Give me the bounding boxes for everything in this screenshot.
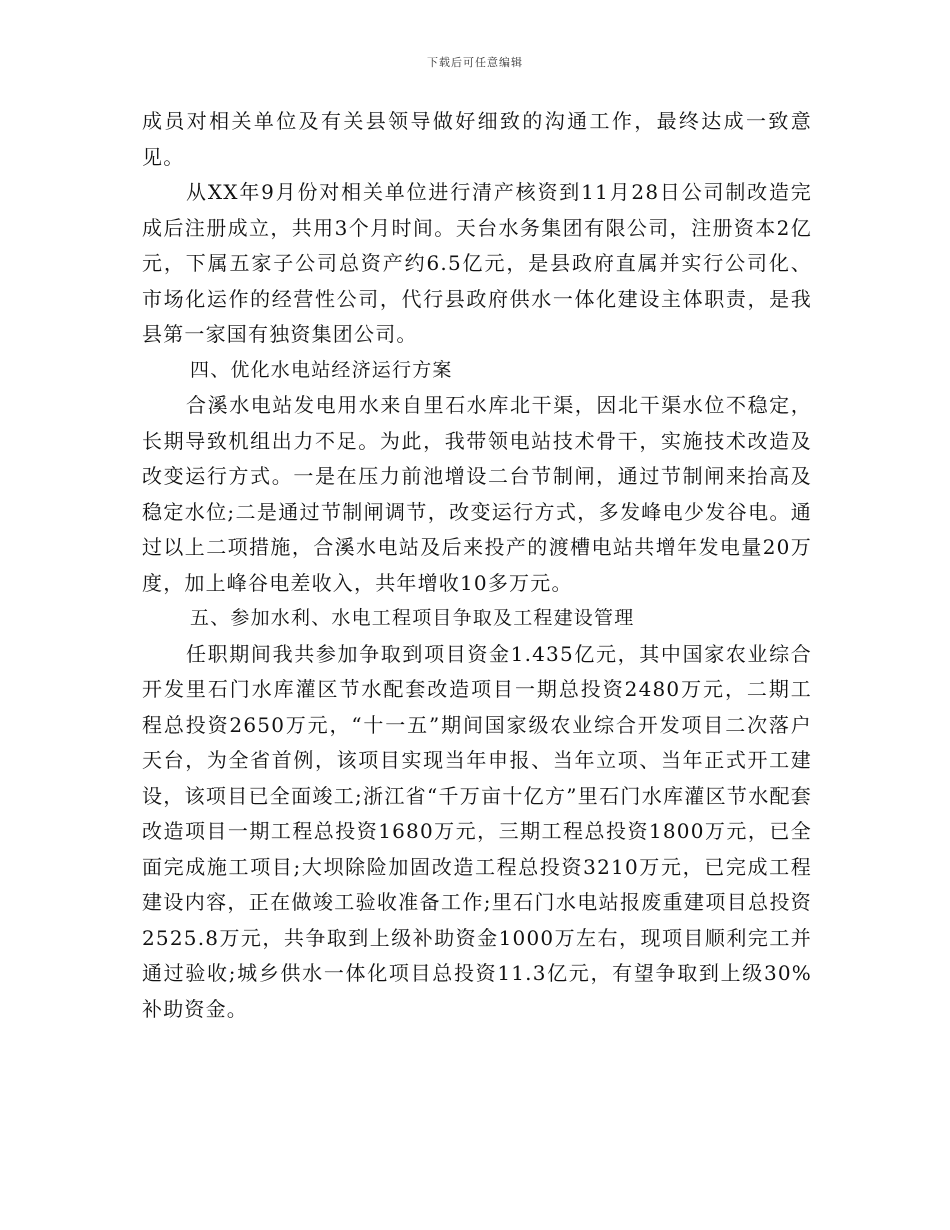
page-header: 下载后可任意编辑 bbox=[427, 56, 523, 69]
section-heading-4: 四、优化水电站经济运行方案 bbox=[190, 358, 453, 381]
section-heading-5: 五、参加水利、水电工程项目争取及工程建设管理 bbox=[190, 607, 635, 629]
paragraph-project-funding: 任职期间我共参加争取到项目资金1.435亿元，其中国家农业综合开发里石门水库灌区节水配套改造项目一期总投资2480万元，二期工程总投资2650万元，“十一五”期间国家级农业综合开发项目二次落户天台，为全省首例，该项目实现当年申报、当年立项、当年正式开工建设，该项目已全面竣工;浙江省“千万亩十亿方”里石门水库灌区节水配套改造项目一期工程总投资1680万元，三期工程总投资1800万元，已全面完成施工项目;大坝除险加固改造工程总投资3210万元，已完成工程建设内容，正在做竣工验收准备工作;里石门水电站报废重建项目总投资2525.8万元，共争取到上级补助资金1000万左右，现项目顺利完工并通过验收;城乡供水一体化项目总投资11.3亿元，有望争取到上级30%补助资金。 bbox=[142, 641, 812, 1021]
paragraph-company-registration: 从XX年9月份对相关单位进行清产核资到11月28日公司制改造完成后注册成立，共用3个月时间。天台水务集团有限公司，注册资本2亿元，下属五家子公司总资产约6.5亿元，是县政府直属并实行公司化、市场化运作的经营性公司，代行县政府供水一体化建设主体职责，是我县第一家国有独资集团公司。 bbox=[142, 180, 812, 346]
paragraph-continuation: 成员对相关单位及有关县领导做好细致的沟通工作，最终达成一致意见。 bbox=[142, 109, 812, 169]
document-body bbox=[142, 104, 812, 1027]
paragraph-hydropower-optimization: 合溪水电站发电用水来自里石水库北干渠，因北干渠水位不稳定，长期导致机组出力不足。为此，我带领电站技术骨干，实施技术改造及改变运行方式。一是在压力前池增设二台节制闸，通过节制闸来抬高及稳定水位;二是通过节制闸调节，改变运行方式，多发峰电少发谷电。通过以上二项措施，合溪水电站及后来投产的渡槽电站共增年发电量20万度，加上峰谷电差收入，共年增收10多万元。 bbox=[142, 393, 812, 595]
